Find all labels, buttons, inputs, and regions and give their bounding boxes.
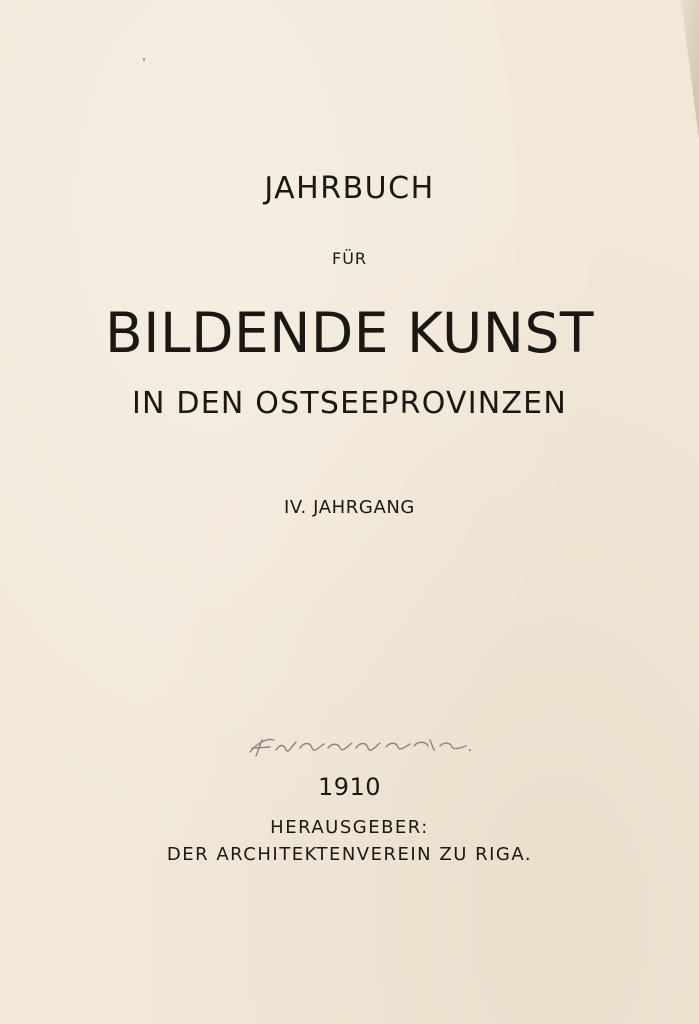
pencil-signature xyxy=(240,728,480,764)
title-bildende-kunst: BILDENDE KUNST xyxy=(105,301,594,365)
title-fuer: FÜR xyxy=(331,249,368,268)
title-jahrbuch: JAHRBUCH xyxy=(264,171,435,206)
title-ostseeprovinzen: IN DEN OSTSEEPROVINZEN xyxy=(132,386,567,421)
publisher-label: HERAUSGEBER: xyxy=(270,817,429,838)
paper-speck xyxy=(143,58,145,61)
publisher-name: DER ARCHITEKTENVEREIN ZU RIGA. xyxy=(166,844,533,865)
edition-label: IV. JAHRGANG xyxy=(284,497,415,518)
publication-year: 1910 xyxy=(317,773,382,801)
page-corner-fold xyxy=(639,0,699,140)
